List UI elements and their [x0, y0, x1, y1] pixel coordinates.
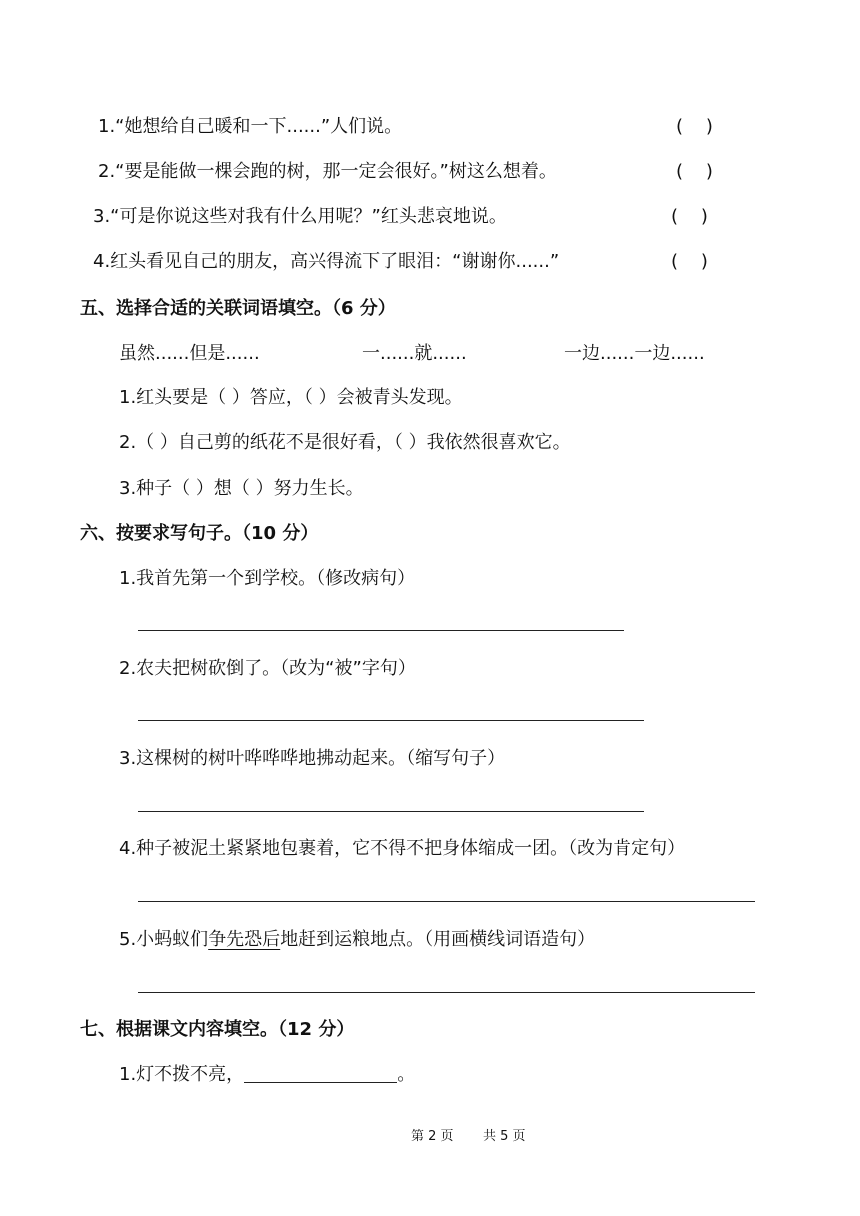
- judgement-item-3: 3.“可是你说这些对我有什么用呢？”红头悲哀地说。: [93, 206, 507, 227]
- judgement-item-4: 4.红头看见自己的朋友，高兴得流下了眼泪：“谢谢你......”: [93, 251, 560, 272]
- judgement-item-1: 1.“她想给自己暖和一下......”人们说。: [98, 116, 403, 137]
- recall-item-1-post: 。: [397, 1064, 416, 1085]
- underlined-phrase: 争先恐后: [208, 929, 281, 950]
- rewrite-item-5-post: 地赶到运粮地点。（用画横线词语造句）: [280, 929, 596, 950]
- conjunction-option-1: 虽然......但是......: [119, 343, 260, 364]
- section-6-heading: 六、按要求写句子。（10 分）: [80, 523, 319, 544]
- recall-blank-1[interactable]: [244, 1064, 397, 1083]
- rewrite-item-5: [119, 929, 595, 951]
- judgement-item-2: 2.“要是能做一棵会跑的树，那一定会很好。”树这么想着。: [98, 161, 557, 182]
- rewrite-item-4: 4.种子被泥土紧紧地包裹着，它不得不把身体缩成一团。（改为肯定句）: [119, 838, 686, 859]
- answer-line-1[interactable]: [138, 630, 624, 631]
- answer-paren-2[interactable]: ( ): [676, 161, 713, 182]
- page-number: 第 2 页: [411, 1129, 454, 1144]
- conjunction-option-2: 一......就......: [362, 343, 467, 364]
- recall-item-1: [119, 1064, 415, 1086]
- recall-item-1-pre: 1.灯不拨不亮，: [119, 1064, 245, 1085]
- answer-paren-4[interactable]: ( ): [671, 251, 708, 272]
- fill-item-1: 1.红头要是（ ）答应，（ ）会被青头发现。: [119, 387, 463, 408]
- section-7-heading: 七、根据课文内容填空。（12 分）: [80, 1019, 355, 1040]
- answer-line-4[interactable]: [138, 901, 755, 902]
- fill-item-3: 3.种子（ ）想（ ）努力生长。: [119, 478, 364, 499]
- rewrite-item-3: 3.这棵树的树叶哗哗哗地拂动起来。（缩写句子）: [119, 748, 506, 769]
- rewrite-item-1: 1.我首先第一个到学校。（修改病句）: [119, 568, 416, 589]
- conjunction-option-3: 一边......一边......: [564, 343, 705, 364]
- answer-line-5[interactable]: [138, 992, 755, 993]
- rewrite-item-5-pre: 5.小蚂蚁们: [119, 929, 209, 950]
- answer-line-3[interactable]: [138, 811, 644, 812]
- total-pages: 共 5 页: [483, 1129, 526, 1144]
- fill-item-2: 2.（ ）自己剪的纸花不是很好看，（ ）我依然很喜欢它。: [119, 432, 571, 453]
- answer-line-2[interactable]: [138, 720, 644, 721]
- answer-paren-3[interactable]: ( ): [671, 206, 708, 227]
- section-5-heading: 五、选择合适的关联词语填空。（6 分）: [80, 298, 396, 319]
- rewrite-item-2: 2.农夫把树砍倒了。（改为“被”字句）: [119, 658, 416, 679]
- answer-paren-1[interactable]: ( ): [676, 116, 713, 137]
